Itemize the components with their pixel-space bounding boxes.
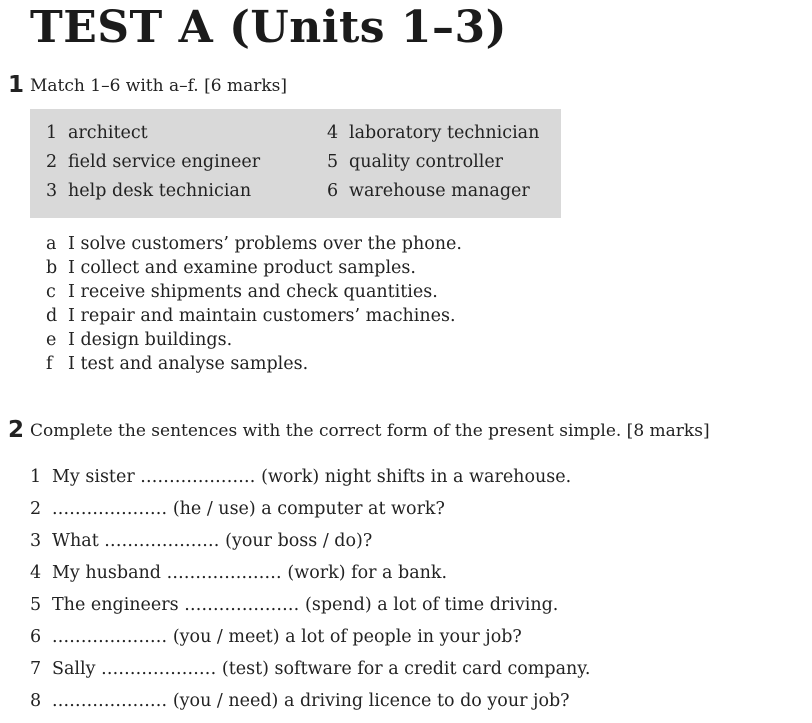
answer-item	[46, 233, 462, 257]
answer-letter: e	[46, 330, 57, 350]
sentence-number: 3	[30, 531, 42, 551]
job-label: field service engineer	[68, 152, 261, 172]
answer-blank[interactable]: ....................	[52, 499, 168, 519]
job-number: 1	[46, 123, 58, 143]
sentence-item	[30, 527, 590, 559]
sentence-item	[30, 463, 590, 495]
answer-text: I collect and examine product samples.	[68, 258, 416, 278]
job-label: warehouse manager	[349, 181, 530, 201]
question-2-number: 2	[8, 417, 25, 443]
sentence-number: 7	[30, 659, 42, 679]
answer-text: I solve customers’ problems over the phone.	[68, 234, 462, 254]
sentence-text-after: (your boss / do)?	[219, 531, 373, 551]
job-label: help desk technician	[68, 181, 252, 201]
job-item	[327, 178, 539, 207]
job-number: 3	[46, 181, 58, 201]
answer-letter: f	[46, 354, 53, 374]
question-1-heading	[8, 72, 287, 98]
sentence-text-before: What	[52, 531, 105, 551]
answer-blank[interactable]: ....................	[104, 531, 220, 551]
sentence-number: 4	[30, 563, 42, 583]
job-number: 2	[46, 152, 58, 172]
answer-item	[46, 305, 462, 329]
sentence-item	[30, 687, 590, 719]
answer-item	[46, 281, 462, 305]
sentence-item	[30, 495, 590, 527]
answer-blank[interactable]: ....................	[101, 659, 217, 679]
job-list-right	[327, 120, 539, 207]
page-title: TEST A (Units 1–3)	[30, 2, 507, 53]
sentence-number: 1	[30, 467, 42, 487]
job-number: 5	[327, 152, 339, 172]
sentence-text-before: My sister	[52, 467, 141, 487]
job-item	[327, 149, 539, 178]
answer-blank[interactable]: ....................	[52, 627, 168, 647]
answer-letter: d	[46, 306, 58, 326]
sentence-item	[30, 623, 590, 655]
sentence-text-after: (test) software for a credit card company.	[216, 659, 591, 679]
sentence-number: 2	[30, 499, 42, 519]
answer-blank[interactable]: ....................	[166, 563, 282, 583]
answer-blank[interactable]: ....................	[52, 691, 168, 711]
answer-letter: a	[46, 234, 57, 254]
job-list-left	[46, 120, 260, 207]
answer-letter: b	[46, 258, 58, 278]
answer-blank[interactable]: ....................	[184, 595, 300, 615]
job-item	[327, 120, 539, 149]
sentence-list	[30, 463, 590, 719]
answer-list	[46, 233, 462, 377]
sentence-number: 5	[30, 595, 42, 615]
sentence-item	[30, 591, 590, 623]
job-item	[46, 120, 260, 149]
answer-item	[46, 329, 462, 353]
answer-text: I repair and maintain customers’ machines.	[68, 306, 456, 326]
sentence-text-after: (you / meet) a lot of people in your job?	[167, 627, 522, 647]
sentence-text-after: (work) night shifts in a warehouse.	[255, 467, 572, 487]
job-item	[46, 149, 260, 178]
question-1-number: 1	[8, 72, 25, 98]
sentence-number: 6	[30, 627, 42, 647]
answer-text: I receive shipments and check quantities.	[68, 282, 438, 302]
answer-text: I design buildings.	[68, 330, 233, 350]
sentence-text-after: (spend) a lot of time driving.	[299, 595, 559, 615]
answer-item	[46, 257, 462, 281]
sentence-text-after: (he / use) a computer at work?	[167, 499, 445, 519]
job-title-box	[30, 109, 561, 218]
sentence-text-before: My husband	[52, 563, 167, 583]
job-label: architect	[68, 123, 148, 143]
sentence-text-before: The engineers	[52, 595, 185, 615]
job-label: quality controller	[349, 152, 504, 172]
job-number: 6	[327, 181, 339, 201]
answer-item	[46, 353, 462, 377]
question-2-heading	[8, 417, 710, 443]
question-1-instruction: Match 1–6 with a–f. [6 marks]	[30, 76, 287, 96]
sentence-item	[30, 559, 590, 591]
question-2-instruction: Complete the sentences with the correct form of the present simple. [8 marks]	[30, 421, 710, 441]
answer-blank[interactable]: ....................	[140, 467, 256, 487]
answer-text: I test and analyse samples.	[68, 354, 309, 374]
sentence-item	[30, 655, 590, 687]
job-label: laboratory technician	[349, 123, 540, 143]
sentence-text-after: (you / need) a driving licence to do your job?	[167, 691, 570, 711]
job-item	[46, 178, 260, 207]
job-number: 4	[327, 123, 339, 143]
sentence-text-after: (work) for a bank.	[281, 563, 448, 583]
sentence-text-before: Sally	[52, 659, 102, 679]
answer-letter: c	[46, 282, 56, 302]
sentence-number: 8	[30, 691, 42, 711]
